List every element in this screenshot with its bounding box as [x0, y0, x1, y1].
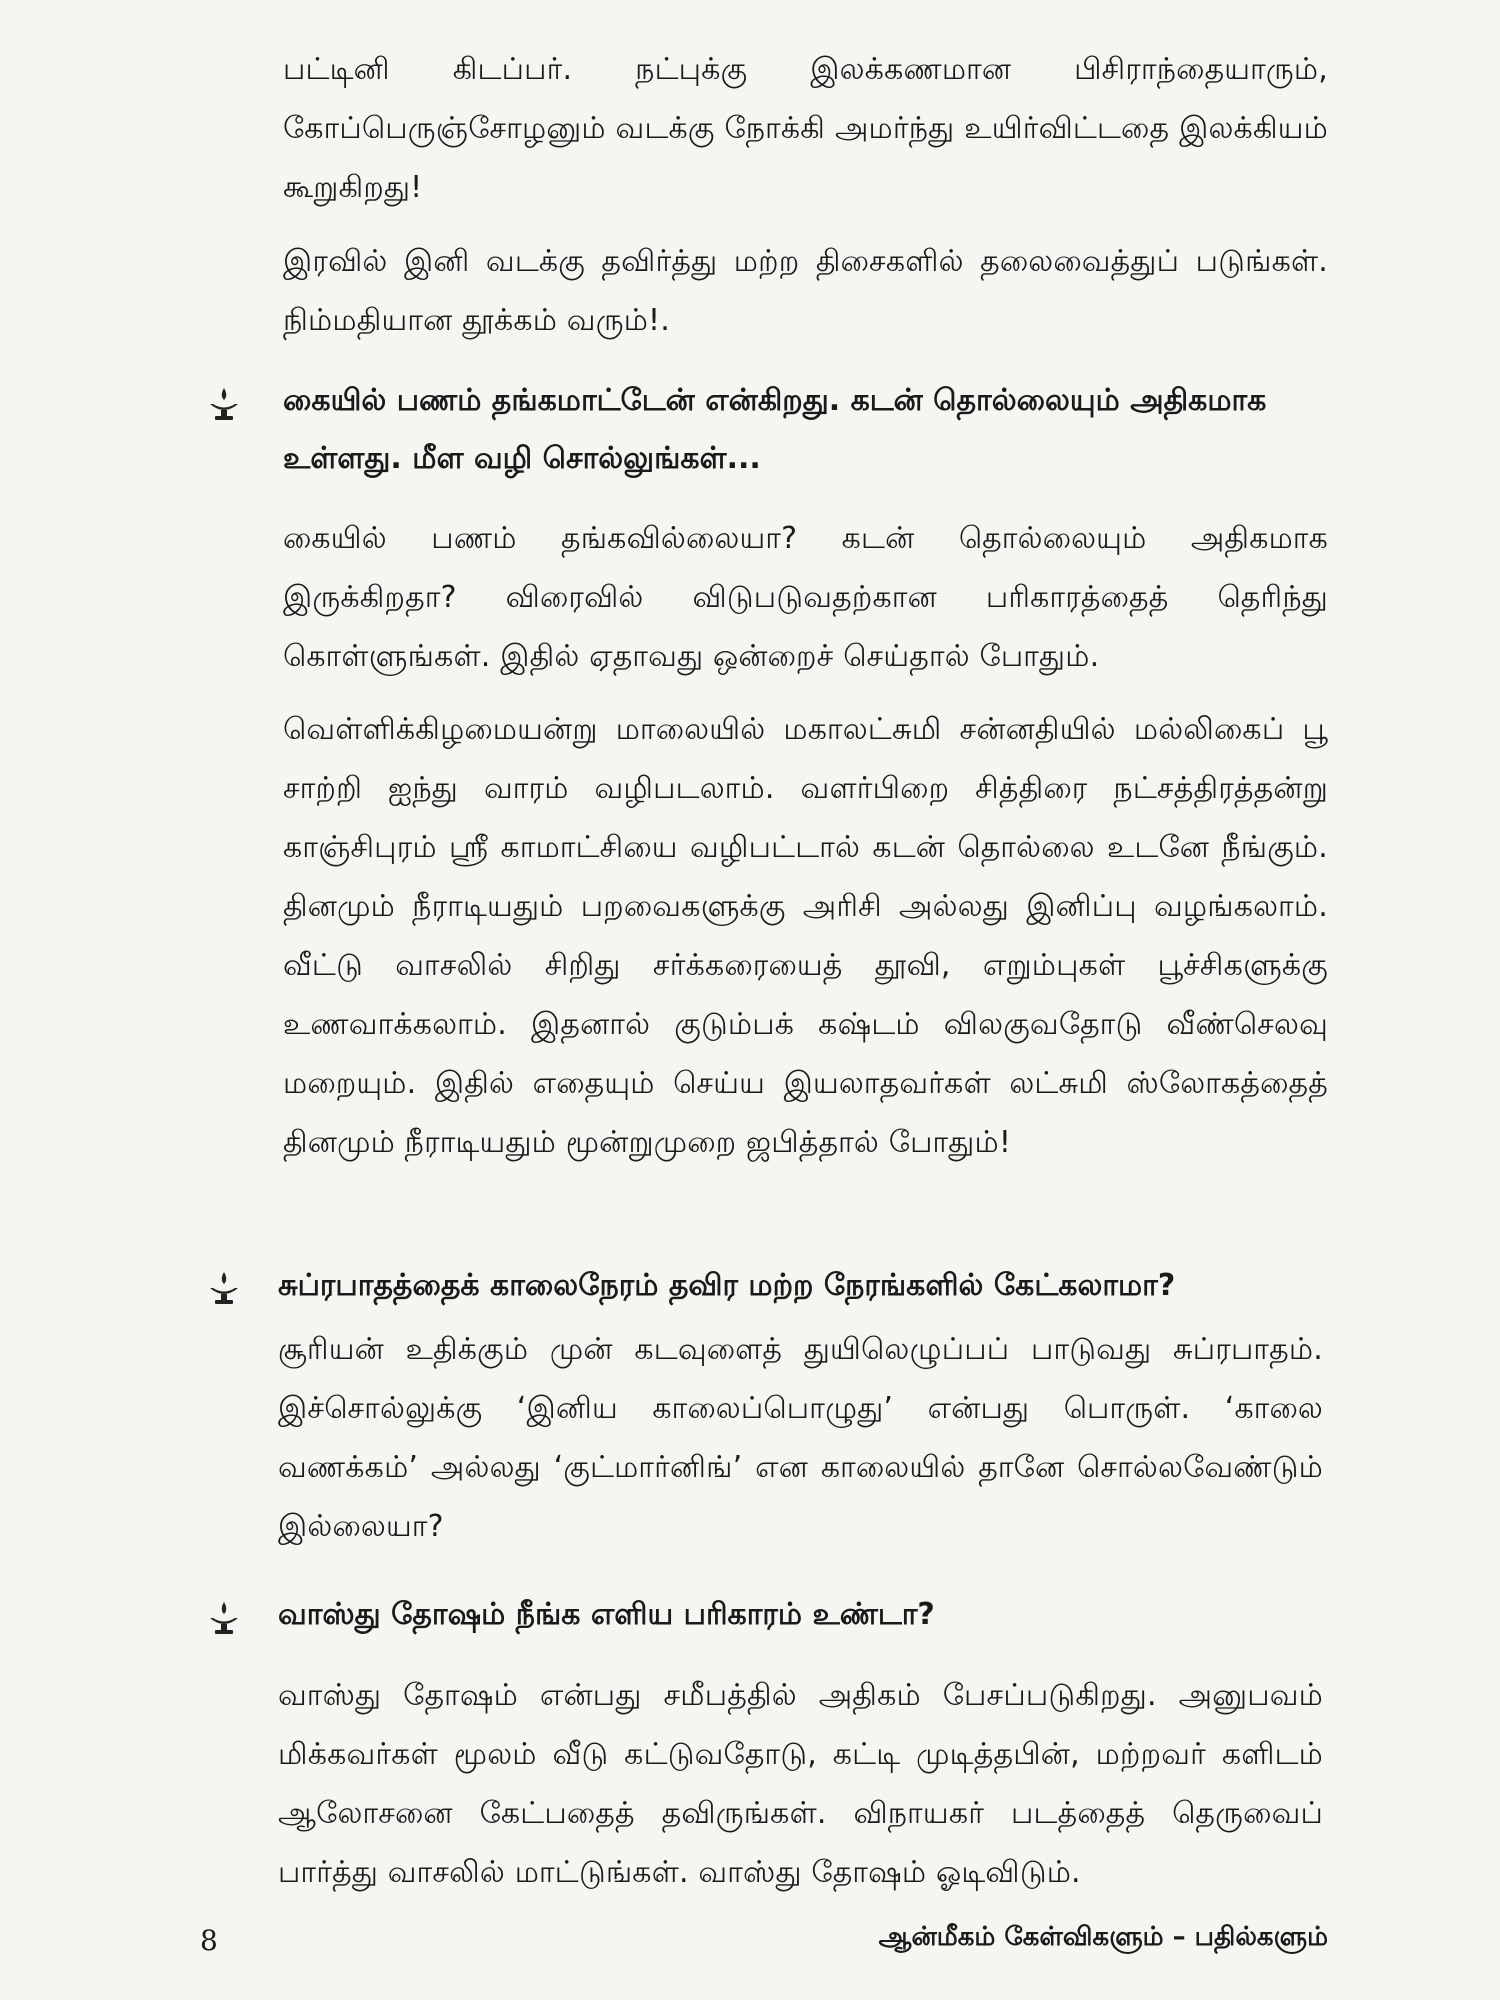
paragraph-2-block [283, 232, 1328, 350]
paragraph-4-block [283, 700, 1328, 1172]
oil-lamp-icon [204, 384, 244, 424]
paragraph-3-block [283, 509, 1328, 686]
oil-lamp-icon [204, 1598, 244, 1638]
paragraph-3: கையில் பணம் தங்கவில்லையா? கடன் தொல்லையும் அதிகமாக இருக்கிறதா? விரைவில் விடுபடுவதற்கான பரிகாரத்தைத் தெரிந்து கொள்ளுங்கள். இதில் ஏதாவது ஒன்றைச் செய்தால் போதும். [283, 521, 1328, 674]
question-2: சுப்ரபாதத்தைக் காலைநேரம் தவிர மற்ற நேரங்களில் கேட்கலாமா? [278, 1268, 1176, 1303]
question-1: கையில் பணம் தங்கமாட்டேன் என்கிறது. கடன் தொல்லையும் அதிகமாக உள்ளது. மீள வழி சொல்லுங்கள்... [283, 383, 1267, 476]
paragraph-6: வாஸ்து தோஷம் என்பது சமீபத்தில் அதிகம் பேசப்படுகிறது. அனுபவம் மிக்கவர்கள் மூலம் வீடு கட்டுவதோடு, கட்டி முடித்தபின், மற்றவர் களிடம் ஆலோசனை கேட்பதைத் தவிருங்கள். விநாயகர் படத்தைத் தெருவைப் பார்த்து வாசலில் மாட்டுங்கள். வாஸ்து தோஷம் ஓடிவிடும். [278, 1678, 1323, 1890]
paragraph-1-block [283, 40, 1328, 217]
paragraph-2: இரவில் இனி வடக்கு தவிர்த்து மற்ற திசைகளில் தலைவைத்துப் படுங்கள். நிம்மதியான தூக்கம் வரும்!. [283, 244, 1328, 338]
paragraph-6-block [278, 1666, 1323, 1902]
running-footer-title: ஆன்மீகம் கேள்விகளும் – பதில்களும் [878, 1922, 1328, 1952]
question-3: வாஸ்து தோஷம் நீங்க எளிய பரிகாரம் உண்டா? [278, 1597, 935, 1632]
paragraph-5-block [278, 1320, 1323, 1556]
oil-lamp-icon [204, 1268, 244, 1308]
paragraph-4: வெள்ளிக்கிழமையன்று மாலையில் மகாலட்சுமி சன்னதியில் மல்லிகைப் பூ சாற்றி ஐந்து வாரம் வழிபடலாம். வளர்பிறை சித்திரை நட்சத்திரத்தன்று காஞ்சிபுரம் ஸ்ரீ காமாட்சியை வழிபட்டால் கடன் தொல்லை உடனே நீங்கும். தினமும் நீராடியதும் பறவைகளுக்கு அரிசி அல்லது இனிப்பு வழங்கலாம். வீட்டு வாசலில் சிறிது சர்க்கரையைத் தூவி, எறும்புகள் பூச்சிகளுக்கு உணவாக்கலாம். இதனால் குடும்பக் கஷ்டம் விலகுவதோடு வீண்செலவு மறையும். இதில் எதையும் செய்ய இயலாதவர்கள் லட்சுமி ஸ்லோகத்தைத் தினமும் நீராடியதும் மூன்றுமுறை ஜபித்தால் போதும்! [283, 712, 1328, 1160]
paragraph-5: சூரியன் உதிக்கும் முன் கடவுளைத் துயிலெழுப்பப் பாடுவது சுப்ரபாதம். இச்சொல்லுக்கு ‘இனிய காலைப்பொழுது’ என்பது பொருள். ‘காலை வணக்கம்’ அல்லது ‘குட்மார்னிங்’ என காலையில் தானே சொல்லவேண்டும் இல்லையா? [278, 1332, 1323, 1544]
paragraph-1: பட்டினி கிடப்பர். நட்புக்கு இலக்கணமான பிசிராந்தையாரும், கோப்பெருஞ்சோழனும் வடக்கு நோக்கி அமர்ந்து உயிர்விட்டதை இலக்கியம் கூறுகிறது! [283, 52, 1328, 205]
page-number: 8 [200, 1924, 218, 1957]
